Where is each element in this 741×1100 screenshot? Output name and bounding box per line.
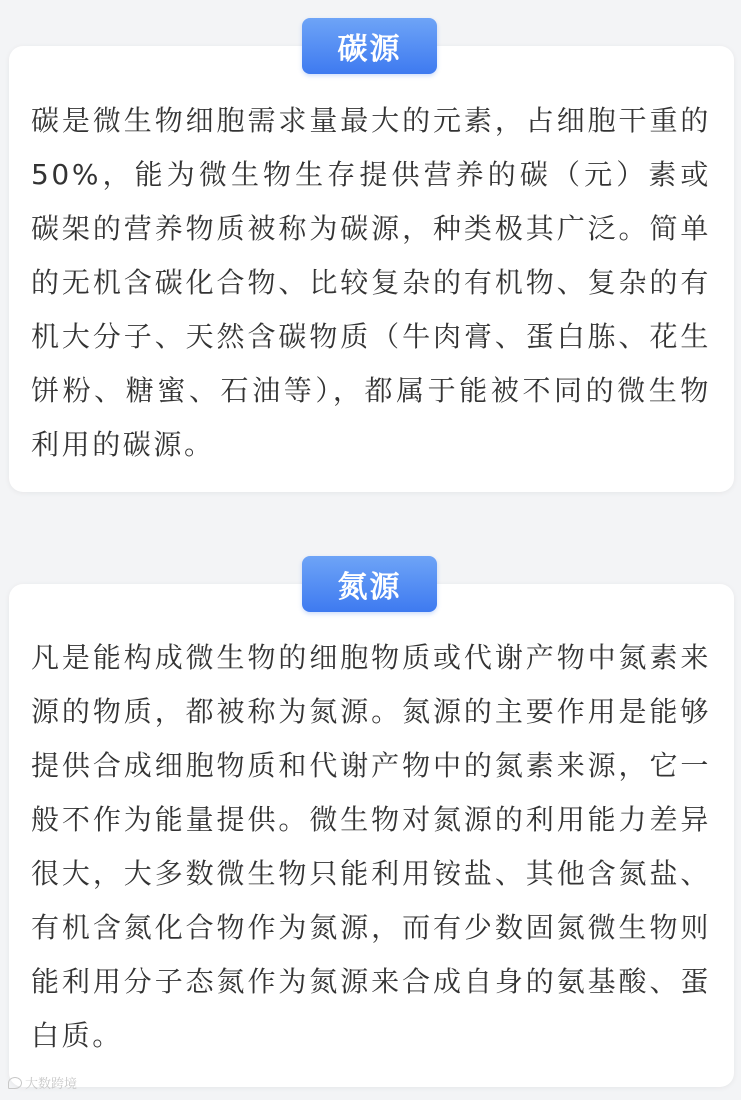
brand-logo-icon [8, 1077, 22, 1089]
nitrogen-source-paragraph: 凡是能构成微生物的细胞物质或代谢产物中氮素来源的物质，都被称为氮源。氮源的主要作用是能够提供合成细胞物质和代谢产物中的氮素来源，它一般不作为能量提供。微生物对氮源的利用能力差异很大，大多数微生物只能利用铵盐、其他含氮盐、有机含氮化合物作为氮源，而有少数固氮微生物则能利用分子态氮作为氮源来合成自身的氨基酸、蛋白质。 [31, 641, 711, 1052]
nitrogen-source-title-badge: 氮源 [302, 556, 437, 612]
carbon-source-paragraph: 碳是微生物细胞需求量最大的元素，占细胞干重的50%，能为微生物生存提供营养的碳（元）素或碳架的营养物质被称为碳源，种类极其广泛。简单的无机含碳化合物、比较复杂的有机物、复杂的有机大分子、天然含碳物质（牛肉膏、蛋白胨、花生饼粉、糖蜜、石油等），都属于能被不同的微生物利用的碳源。 [31, 104, 711, 461]
watermark [8, 1073, 77, 1092]
watermark-text: 大数跨境 [25, 1077, 78, 1092]
carbon-source-title-badge: 碳源 [302, 18, 437, 74]
